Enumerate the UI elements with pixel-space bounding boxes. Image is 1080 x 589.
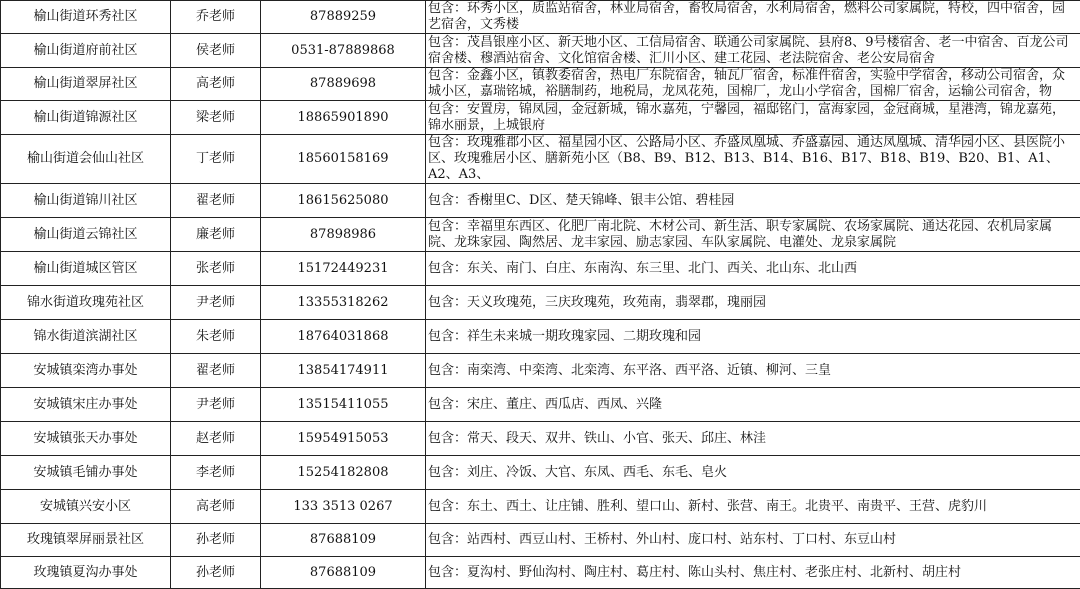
community-name-cell: 安城镇兴安小区 [1,490,171,524]
teacher-cell: 乔老师 [171,1,261,34]
community-name-cell: 榆山街道云锦社区 [1,218,171,252]
community-name-cell: 榆山街道锦川社区 [1,184,171,218]
community-name-cell: 榆山街道锦源社区 [1,101,171,135]
community-name-cell: 锦水街道滨湖社区 [1,320,171,354]
teacher-cell: 翟老师 [171,184,261,218]
community-name-cell: 锦水街道玫瑰苑社区 [1,286,171,320]
phone-cell: 0531-87889868 [261,34,426,68]
table-row [1,388,1080,422]
phone-cell: 87889698 [261,68,426,101]
table-row [1,1,1080,34]
phone-cell: 15254182808 [261,456,426,490]
coverage-area-cell: 包含：玫瑰雅郡小区、福星园小区、公路局小区、乔盛凤凰城、乔盛嘉园、通达凤凰城、清华园小区、县医院小区、玫瑰雅居小区、膳新苑小区（B8、B9、B12、B13、B14、B16、B17、B18、B19、B20、B1、A1、A2、A3、 [426,135,1080,184]
teacher-cell: 赵老师 [171,422,261,456]
coverage-area-cell: 包含：东土、西土、让庄铺、胜利、望口山、新村、张营、南王。北贵平、南贵平、王营、虎豹川 [426,490,1080,524]
community-name-cell: 安城镇张天办事处 [1,422,171,456]
table-row [1,354,1080,388]
phone-cell: 15172449231 [261,252,426,286]
teacher-cell: 侯老师 [171,34,261,68]
teacher-cell: 梁老师 [171,101,261,135]
phone-cell: 18615625080 [261,184,426,218]
teacher-cell: 翟老师 [171,354,261,388]
table-row [1,557,1080,589]
coverage-area-cell: 包含：天义玫瑰苑，三庆玫瑰苑，玫苑南，翡翠郡，瑰丽园 [426,286,1080,320]
coverage-area-cell: 包含：南栾湾、中栾湾、北栾湾、东平洛、西平洛、近镇、柳河、三皇 [426,354,1080,388]
coverage-area-cell: 包含：站西村、西豆山村、王桥村、外山村、庞口村、站东村、丁口村、东豆山村 [426,524,1080,557]
phone-cell: 13854174911 [261,354,426,388]
teacher-cell: 张老师 [171,252,261,286]
phone-cell: 18865901890 [261,101,426,135]
coverage-area-cell: 包含：环秀小区，质监站宿舍，林业局宿舍，畜牧局宿舍，水利局宿舍，燃料公司家属院，特校，四中宿舍，园艺宿舍，文秀楼 [426,1,1080,34]
coverage-area-cell: 包含：安置房，锦凤园，金冠新城，锦水嘉苑，宁馨园，福邸铭门，富海家园，金冠商城，星港湾，锦龙嘉苑，锦水丽景，上城银府 [426,101,1080,135]
table-row [1,286,1080,320]
teacher-cell: 廉老师 [171,218,261,252]
table-row [1,68,1080,101]
community-name-cell: 玫瑰镇翠屏丽景社区 [1,524,171,557]
teacher-cell: 尹老师 [171,388,261,422]
teacher-cell: 尹老师 [171,286,261,320]
table-row [1,252,1080,286]
phone-cell: 87889259 [261,1,426,34]
community-name-cell: 榆山街道环秀社区 [1,1,171,34]
table-row [1,320,1080,354]
coverage-area-cell: 包含：金鑫小区，镇教委宿舍，热电厂东院宿舍，轴瓦厂宿舍，标准件宿舍，实验中学宿舍，移动公司宿舍，众城小区，嘉瑞铭城，裕膳制药，地税局，龙凤花苑，国棉厂，龙山小学宿舍，国棉厂宿舍，运输公司宿舍，物 [426,68,1080,101]
table-row [1,422,1080,456]
community-name-cell: 榆山街道会仙山社区 [1,135,171,184]
coverage-area-cell: 包含：夏沟村、野仙沟村、陶庄村、葛庄村、陈山头村、焦庄村、老张庄村、北新村、胡庄村 [426,557,1080,589]
teacher-cell: 高老师 [171,490,261,524]
table-row [1,34,1080,68]
coverage-area-cell: 包含：刘庄、冷饭、大官、东凤、西毛、东毛、皂火 [426,456,1080,490]
community-name-cell: 榆山街道府前社区 [1,34,171,68]
table-row [1,218,1080,252]
table-row [1,135,1080,184]
coverage-area-cell: 包含：香榭里C、D区、楚天锦峰、银丰公馆、碧桂园 [426,184,1080,218]
teacher-cell: 李老师 [171,456,261,490]
coverage-area-cell: 包含：宋庄、董庄、西瓜店、西凤、兴隆 [426,388,1080,422]
phone-cell: 15954915053 [261,422,426,456]
community-name-cell: 榆山街道城区管区 [1,252,171,286]
phone-cell: 13515411055 [261,388,426,422]
coverage-area-cell: 包含：茂昌银座小区、新天地小区、工信局宿舍、联通公司家属院、县府8、9号楼宿舍、老一中宿舍、百龙公司宿舍楼、穆酒站宿舍、文化馆宿舍楼、汇川小区、建工花园、老法院宿舍、老公安局宿舍 [426,34,1080,68]
community-name-cell: 安城镇毛铺办事处 [1,456,171,490]
teacher-cell: 朱老师 [171,320,261,354]
community-name-cell: 安城镇栾湾办事处 [1,354,171,388]
table-body [1,1,1080,589]
teacher-cell: 孙老师 [171,557,261,589]
phone-cell: 13355318262 [261,286,426,320]
phone-cell: 87688109 [261,557,426,589]
teacher-cell: 孙老师 [171,524,261,557]
community-name-cell: 安城镇宋庄办事处 [1,388,171,422]
table-row [1,101,1080,135]
phone-cell: 18764031868 [261,320,426,354]
coverage-area-cell: 包含：常天、段天、双井、铁山、小官、张天、邱庄、林洼 [426,422,1080,456]
phone-cell: 87688109 [261,524,426,557]
teacher-cell: 高老师 [171,68,261,101]
phone-cell: 133 3513 0267 [261,490,426,524]
table-row [1,184,1080,218]
table-row [1,490,1080,524]
community-name-cell: 玫瑰镇夏沟办事处 [1,557,171,589]
coverage-area-cell: 包含：幸福里东西区、化肥厂南北院、木材公司、新生活、职专家属院、农场家属院、通达花园、农机局家属院、龙珠家园、陶然居、龙丰家园、励志家园、车队家属院、电灌处、龙泉家属院 [426,218,1080,252]
coverage-area-cell: 包含：东关、南门、白庄、东南沟、东三里、北门、西关、北山东、北山西 [426,252,1080,286]
community-name-cell: 榆山街道翠屏社区 [1,68,171,101]
table-row [1,456,1080,490]
coverage-area-cell: 包含：祥生未来城一期玫瑰家园、二期玫瑰和园 [426,320,1080,354]
phone-cell: 87898986 [261,218,426,252]
table-row [1,524,1080,557]
phone-cell: 18560158169 [261,135,426,184]
teacher-cell: 丁老师 [171,135,261,184]
